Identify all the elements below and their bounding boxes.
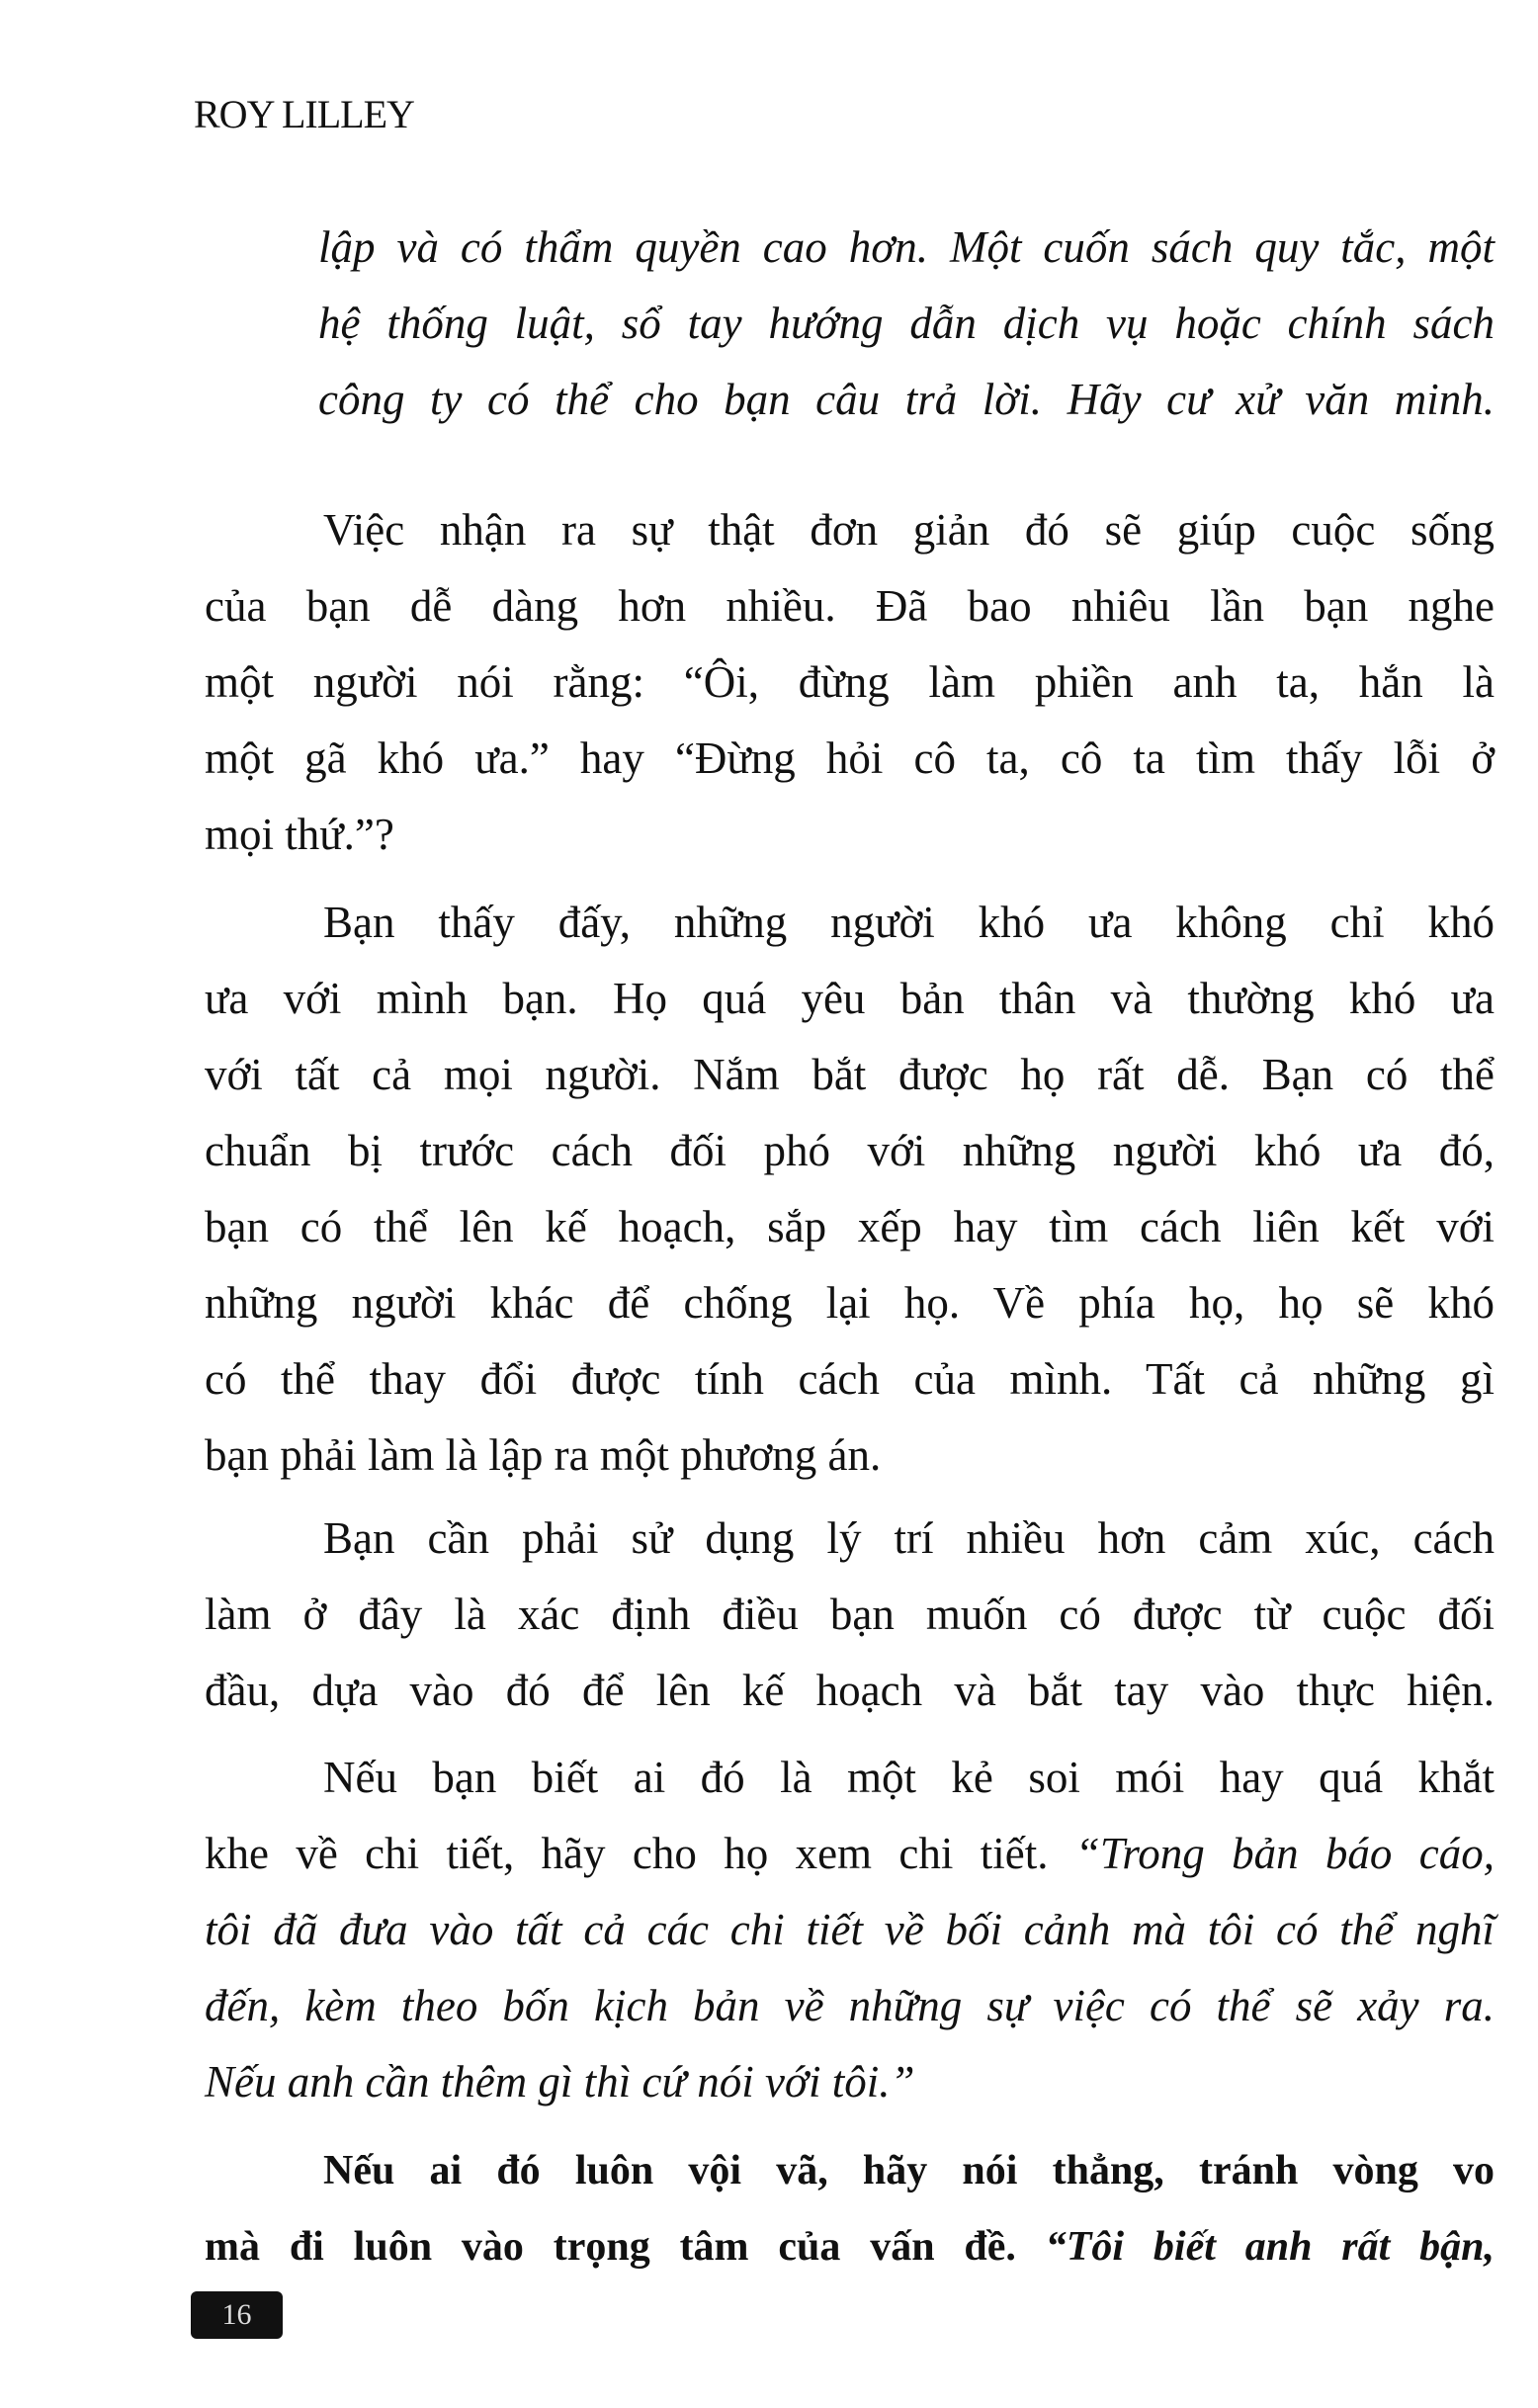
text-line: chuẩn bị trước cách đối phó với những người khó ưa đó, bbox=[205, 1126, 1495, 1175]
running-header: ROY LILLEY bbox=[194, 92, 414, 136]
text-line: Nếu ai đó luôn vội vã, hãy nói thẳng, tránh vòng vo bbox=[323, 2148, 1495, 2193]
text-line bbox=[205, 1816, 1495, 1892]
text-line: hệ thống luật, sổ tay hướng dẫn dịch vụ hoặc chính sách bbox=[318, 299, 1495, 348]
text-line: của bạn dễ dàng hơn nhiều. Đã bao nhiêu lần bạn nghe bbox=[205, 581, 1495, 631]
paragraph-3 bbox=[205, 1501, 1495, 1729]
text-line: lập và có thẩm quyền cao hơn. Một cuốn sách quy tắc, một bbox=[318, 222, 1495, 272]
text-line: đến, kèm theo bốn kịch bản về những sự việc có thể sẽ xảy ra. bbox=[205, 1981, 1495, 2030]
text-line: bạn có thể lên kế hoạch, sắp xếp hay tìm cách liên kết với bbox=[205, 1202, 1495, 1251]
paragraph-2 bbox=[205, 885, 1495, 1494]
paragraph-1 bbox=[205, 492, 1495, 873]
text-line: Bạn thấy đấy, những người khó ưa không chỉ khó bbox=[323, 898, 1495, 947]
text-line: đầu, dựa vào đó để lên kế hoạch và bắt tay vào thực hiện. bbox=[205, 1666, 1495, 1715]
text-line: Bạn cần phải sử dụng lý trí nhiều hơn cảm xúc, cách bbox=[323, 1513, 1495, 1563]
text-line: công ty có thể cho bạn câu trả lời. Hãy cư xử văn minh. bbox=[318, 375, 1495, 424]
quote-span: “Tôi biết anh rất bận, bbox=[1045, 2224, 1495, 2270]
paragraph-4 bbox=[205, 1740, 1495, 2120]
text-line: có thể thay đổi được tính cách của mình. Tất cả những gì bbox=[205, 1354, 1495, 1404]
page-number: 16 bbox=[191, 2291, 283, 2339]
quote-span: “Trong bản báo cáo, bbox=[1074, 1829, 1495, 1878]
text-span: mà đi luôn vào trọng tâm của vấn đề. bbox=[205, 2224, 1016, 2270]
quoted-passage bbox=[318, 210, 1495, 438]
text-line: một gã khó ưa.” hay “Đừng hỏi cô ta, cô ta tìm thấy lỗi ở bbox=[205, 733, 1495, 783]
text-line bbox=[205, 2209, 1495, 2285]
text-line: Nếu anh cần thêm gì thì cứ nói với tôi.” bbox=[205, 2057, 915, 2107]
text-line: ưa với mình bạn. Họ quá yêu bản thân và thường khó ưa bbox=[205, 974, 1495, 1023]
text-line: Nếu bạn biết ai đó là một kẻ soi mói hay quá khắt bbox=[323, 1753, 1495, 1802]
text-line: làm ở đây là xác định điều bạn muốn có được từ cuộc đối bbox=[205, 1590, 1495, 1639]
text-line: bạn phải làm là lập ra một phương án. bbox=[205, 1430, 882, 1480]
text-line: một người nói rằng: “Ôi, đừng làm phiền anh ta, hắn là bbox=[205, 657, 1495, 707]
text-line: mọi thứ.”? bbox=[205, 810, 394, 859]
text-span: khe về chi tiết, hãy cho họ xem chi tiết. bbox=[205, 1829, 1049, 1878]
text-line: Việc nhận ra sự thật đơn giản đó sẽ giúp cuộc sống bbox=[323, 505, 1495, 555]
paragraph-5 bbox=[205, 2133, 1495, 2285]
text-line: tôi đã đưa vào tất cả các chi tiết về bối cảnh mà tôi có thể nghĩ bbox=[205, 1905, 1495, 1954]
text-line: với tất cả mọi người. Nắm bắt được họ rất dễ. Bạn có thể bbox=[205, 1050, 1495, 1099]
text-line: những người khác để chống lại họ. Về phía họ, họ sẽ khó bbox=[205, 1278, 1495, 1328]
